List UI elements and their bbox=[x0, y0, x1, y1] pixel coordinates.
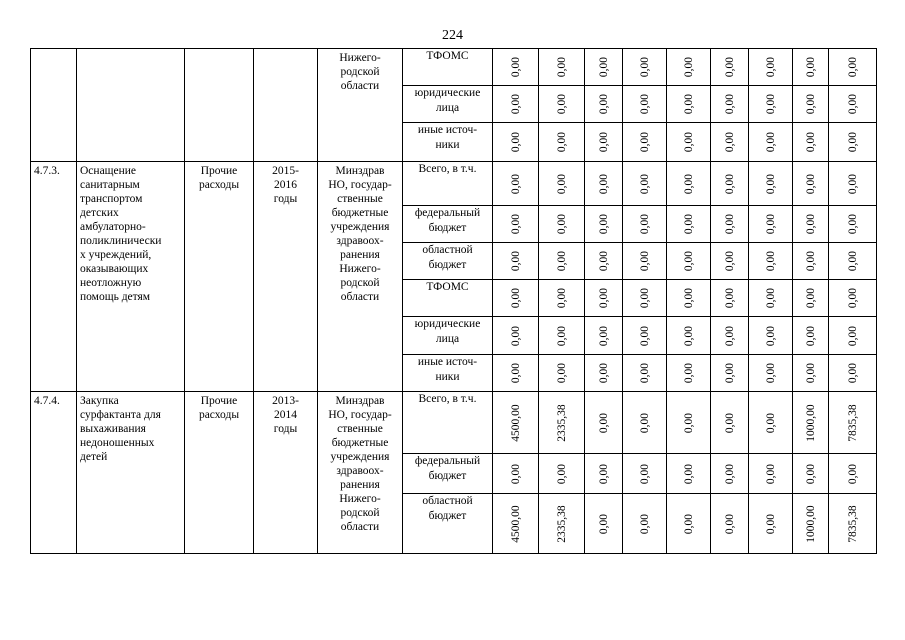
funding-source-cell: иные источ- ники bbox=[403, 355, 493, 392]
value-cell bbox=[667, 317, 711, 355]
value-text: 0,00 bbox=[764, 131, 777, 153]
value-cell bbox=[711, 206, 749, 243]
value-text: 0,00 bbox=[764, 362, 777, 384]
value-text: 0,00 bbox=[597, 463, 610, 484]
value-cell bbox=[667, 206, 711, 243]
value-cell bbox=[749, 162, 793, 206]
value-text: 0,00 bbox=[846, 213, 859, 235]
value-cell bbox=[829, 86, 877, 123]
value-text: 0,00 bbox=[764, 513, 777, 534]
value-text: 0,00 bbox=[804, 463, 817, 484]
value-cell bbox=[711, 86, 749, 123]
value-text: 0,00 bbox=[723, 287, 736, 309]
value-text: 0,00 bbox=[682, 463, 695, 484]
value-text: 0,00 bbox=[638, 250, 651, 272]
value-cell bbox=[539, 86, 585, 123]
value-cell bbox=[667, 243, 711, 280]
value-text: 0,00 bbox=[846, 93, 859, 115]
value-text: 0,00 bbox=[804, 213, 817, 235]
value-cell bbox=[539, 162, 585, 206]
value-cell bbox=[493, 317, 539, 355]
value-text: 0,00 bbox=[555, 93, 568, 115]
value-cell bbox=[793, 243, 829, 280]
value-text: 0,00 bbox=[682, 131, 695, 153]
value-cell bbox=[667, 280, 711, 317]
funding-source-cell: юридические лица bbox=[403, 86, 493, 123]
budget-table bbox=[30, 48, 877, 554]
value-text: 4500,00 bbox=[509, 504, 522, 543]
value-cell bbox=[793, 123, 829, 162]
value-cell bbox=[829, 162, 877, 206]
funding-source-cell: ТФОМС bbox=[403, 280, 493, 317]
value-cell bbox=[793, 355, 829, 392]
funding-source-cell: ТФОМС bbox=[403, 49, 493, 86]
value-text: 1000,00 bbox=[804, 403, 817, 442]
value-cell bbox=[493, 206, 539, 243]
value-text: 0,00 bbox=[723, 131, 736, 153]
value-cell bbox=[667, 392, 711, 454]
value-cell bbox=[539, 355, 585, 392]
value-text: 0,00 bbox=[597, 250, 610, 272]
value-text: 0,00 bbox=[723, 93, 736, 115]
value-text: 0,00 bbox=[509, 131, 522, 153]
value-cell bbox=[493, 454, 539, 494]
item-title-cell: Закупка сурфактанта для выхаживания недоношенных детей bbox=[77, 392, 185, 554]
value-text: 0,00 bbox=[846, 325, 859, 346]
value-text: 0,00 bbox=[723, 325, 736, 346]
value-text: 0,00 bbox=[509, 362, 522, 384]
value-text: 0,00 bbox=[638, 287, 651, 309]
expense-type-cell bbox=[185, 49, 254, 162]
value-text: 0,00 bbox=[723, 362, 736, 384]
value-cell bbox=[749, 454, 793, 494]
value-text: 0,00 bbox=[638, 513, 651, 534]
value-text: 0,00 bbox=[846, 173, 859, 194]
value-text: 0,00 bbox=[764, 213, 777, 235]
value-cell bbox=[793, 86, 829, 123]
value-text: 0,00 bbox=[723, 412, 736, 433]
value-text: 0,00 bbox=[555, 213, 568, 235]
value-cell bbox=[749, 206, 793, 243]
value-cell bbox=[493, 280, 539, 317]
period-cell bbox=[254, 49, 318, 162]
value-text: 4500,00 bbox=[509, 403, 522, 442]
value-text: 0,00 bbox=[509, 463, 522, 484]
value-cell bbox=[539, 494, 585, 554]
value-cell bbox=[793, 494, 829, 554]
value-text: 0,00 bbox=[638, 131, 651, 153]
value-cell bbox=[711, 454, 749, 494]
value-text: 0,00 bbox=[682, 56, 695, 78]
value-cell bbox=[585, 49, 623, 86]
value-cell bbox=[493, 123, 539, 162]
value-cell bbox=[749, 86, 793, 123]
value-text: 0,00 bbox=[509, 287, 522, 309]
value-cell bbox=[829, 317, 877, 355]
funding-source-cell: областной бюджет bbox=[403, 494, 493, 554]
value-text: 0,00 bbox=[682, 173, 695, 194]
table-row bbox=[31, 49, 877, 86]
value-cell bbox=[623, 123, 667, 162]
value-cell bbox=[793, 454, 829, 494]
value-cell bbox=[493, 494, 539, 554]
value-text: 2335,38 bbox=[555, 403, 568, 442]
value-cell bbox=[623, 86, 667, 123]
value-cell bbox=[539, 123, 585, 162]
value-text: 0,00 bbox=[682, 93, 695, 115]
value-cell bbox=[793, 49, 829, 86]
funding-source-cell: Всего, в т.ч. bbox=[403, 162, 493, 206]
value-cell bbox=[793, 280, 829, 317]
value-text: 2335,38 bbox=[555, 504, 568, 543]
value-cell bbox=[711, 123, 749, 162]
value-cell bbox=[623, 392, 667, 454]
funding-source-cell: федеральный бюджет bbox=[403, 206, 493, 243]
value-cell bbox=[493, 49, 539, 86]
value-text: 7835,38 bbox=[846, 504, 859, 543]
executor-cell: Минздрав НО, государ- ственные бюджетные учреждения здравоох- ранения Нижего- родской области bbox=[318, 392, 403, 554]
value-text: 0,00 bbox=[638, 362, 651, 384]
value-text: 0,00 bbox=[764, 93, 777, 115]
value-cell bbox=[585, 280, 623, 317]
value-text: 0,00 bbox=[509, 93, 522, 115]
value-cell bbox=[585, 162, 623, 206]
value-cell bbox=[539, 280, 585, 317]
value-cell bbox=[829, 243, 877, 280]
value-text: 0,00 bbox=[764, 173, 777, 194]
value-cell bbox=[793, 162, 829, 206]
value-text: 0,00 bbox=[638, 213, 651, 235]
value-cell bbox=[585, 494, 623, 554]
value-cell bbox=[623, 280, 667, 317]
table-row bbox=[31, 162, 877, 206]
value-text: 0,00 bbox=[597, 325, 610, 346]
value-cell bbox=[539, 206, 585, 243]
value-cell bbox=[539, 243, 585, 280]
value-cell bbox=[829, 49, 877, 86]
value-cell bbox=[829, 494, 877, 554]
value-text: 0,00 bbox=[597, 287, 610, 309]
value-text: 0,00 bbox=[509, 250, 522, 272]
value-text: 0,00 bbox=[555, 131, 568, 153]
executor-cell: Нижего- родской области bbox=[318, 49, 403, 162]
value-cell bbox=[749, 317, 793, 355]
value-text: 0,00 bbox=[723, 173, 736, 194]
value-text: 0,00 bbox=[804, 250, 817, 272]
funding-source-cell: иные источ- ники bbox=[403, 123, 493, 162]
funding-source-cell: федеральный бюджет bbox=[403, 454, 493, 494]
value-cell bbox=[623, 494, 667, 554]
value-text: 0,00 bbox=[682, 287, 695, 309]
value-text: 0,00 bbox=[597, 412, 610, 433]
value-cell bbox=[749, 355, 793, 392]
value-cell bbox=[749, 392, 793, 454]
value-cell bbox=[793, 206, 829, 243]
value-text: 0,00 bbox=[555, 56, 568, 78]
value-text: 0,00 bbox=[764, 287, 777, 309]
value-text: 0,00 bbox=[597, 56, 610, 78]
value-cell bbox=[711, 392, 749, 454]
value-text: 0,00 bbox=[509, 173, 522, 194]
value-text: 0,00 bbox=[597, 362, 610, 384]
expense-type-cell: Прочие расходы bbox=[185, 392, 254, 554]
period-cell: 2015- 2016 годы bbox=[254, 162, 318, 392]
value-cell bbox=[667, 123, 711, 162]
value-text: 0,00 bbox=[597, 131, 610, 153]
value-cell bbox=[539, 317, 585, 355]
value-cell bbox=[711, 494, 749, 554]
value-text: 0,00 bbox=[638, 56, 651, 78]
value-text: 0,00 bbox=[764, 325, 777, 346]
value-cell bbox=[711, 243, 749, 280]
value-cell bbox=[749, 123, 793, 162]
value-text: 0,00 bbox=[509, 213, 522, 235]
value-cell bbox=[711, 355, 749, 392]
value-text: 0,00 bbox=[682, 250, 695, 272]
item-number-cell bbox=[31, 49, 77, 162]
value-cell bbox=[667, 86, 711, 123]
value-cell bbox=[623, 243, 667, 280]
value-text: 0,00 bbox=[597, 513, 610, 534]
value-text: 0,00 bbox=[597, 213, 610, 235]
value-cell bbox=[829, 206, 877, 243]
funding-source-cell: Всего, в т.ч. bbox=[403, 392, 493, 454]
value-cell bbox=[585, 206, 623, 243]
value-cell bbox=[667, 355, 711, 392]
value-cell bbox=[539, 49, 585, 86]
value-cell bbox=[749, 243, 793, 280]
value-cell bbox=[829, 355, 877, 392]
value-text: 0,00 bbox=[846, 56, 859, 78]
value-cell bbox=[623, 454, 667, 494]
value-cell bbox=[749, 280, 793, 317]
funding-source-cell: областной бюджет bbox=[403, 243, 493, 280]
value-text: 0,00 bbox=[804, 131, 817, 153]
value-cell bbox=[585, 355, 623, 392]
value-text: 0,00 bbox=[682, 412, 695, 433]
value-text: 0,00 bbox=[846, 131, 859, 153]
value-cell bbox=[623, 162, 667, 206]
value-text: 0,00 bbox=[846, 250, 859, 272]
value-cell bbox=[493, 355, 539, 392]
table-row bbox=[31, 392, 877, 454]
value-text: 0,00 bbox=[804, 325, 817, 346]
value-text: 0,00 bbox=[597, 93, 610, 115]
value-text: 0,00 bbox=[638, 325, 651, 346]
value-cell bbox=[493, 243, 539, 280]
expense-type-cell: Прочие расходы bbox=[185, 162, 254, 392]
value-cell bbox=[623, 49, 667, 86]
value-cell bbox=[585, 317, 623, 355]
value-cell bbox=[623, 317, 667, 355]
value-cell bbox=[711, 317, 749, 355]
value-text: 0,00 bbox=[682, 513, 695, 534]
value-text: 0,00 bbox=[723, 513, 736, 534]
value-cell bbox=[711, 162, 749, 206]
item-title-cell bbox=[77, 49, 185, 162]
page-number: 224 bbox=[442, 28, 463, 43]
funding-source-cell: юридические лица bbox=[403, 317, 493, 355]
value-cell bbox=[829, 280, 877, 317]
value-text: 0,00 bbox=[723, 56, 736, 78]
value-text: 7835,38 bbox=[846, 403, 859, 442]
value-cell bbox=[539, 454, 585, 494]
value-cell bbox=[585, 454, 623, 494]
value-cell bbox=[493, 392, 539, 454]
item-number-cell: 4.7.4. bbox=[31, 392, 77, 554]
value-text: 0,00 bbox=[682, 325, 695, 346]
value-text: 0,00 bbox=[638, 93, 651, 115]
value-text: 0,00 bbox=[764, 412, 777, 433]
value-cell bbox=[667, 454, 711, 494]
value-cell bbox=[585, 123, 623, 162]
value-text: 0,00 bbox=[555, 173, 568, 194]
value-cell bbox=[493, 86, 539, 123]
value-cell bbox=[711, 280, 749, 317]
value-cell bbox=[539, 392, 585, 454]
value-text: 0,00 bbox=[804, 93, 817, 115]
value-text: 0,00 bbox=[804, 287, 817, 309]
value-text: 0,00 bbox=[764, 463, 777, 484]
value-cell bbox=[829, 392, 877, 454]
value-text: 0,00 bbox=[764, 56, 777, 78]
value-cell bbox=[749, 494, 793, 554]
value-text: 0,00 bbox=[682, 213, 695, 235]
value-text: 0,00 bbox=[509, 325, 522, 346]
value-text: 0,00 bbox=[804, 56, 817, 78]
value-text: 0,00 bbox=[723, 250, 736, 272]
value-text: 0,00 bbox=[723, 463, 736, 484]
value-cell bbox=[749, 49, 793, 86]
item-title-cell: Оснащение санитарным транспортом детских амбулаторно- поликлинически х учреждений, оказывающих неотложную помощь детям bbox=[77, 162, 185, 392]
value-cell bbox=[829, 454, 877, 494]
value-text: 0,00 bbox=[638, 412, 651, 433]
value-cell bbox=[667, 49, 711, 86]
value-text: 0,00 bbox=[682, 362, 695, 384]
value-text: 0,00 bbox=[804, 362, 817, 384]
value-text: 0,00 bbox=[555, 287, 568, 309]
value-text: 0,00 bbox=[555, 463, 568, 484]
value-text: 0,00 bbox=[638, 173, 651, 194]
value-text: 0,00 bbox=[723, 213, 736, 235]
value-cell bbox=[793, 392, 829, 454]
value-cell bbox=[793, 317, 829, 355]
value-cell bbox=[623, 355, 667, 392]
value-text: 0,00 bbox=[846, 287, 859, 309]
value-text: 0,00 bbox=[597, 173, 610, 194]
value-cell bbox=[585, 392, 623, 454]
value-text: 0,00 bbox=[638, 463, 651, 484]
value-cell bbox=[585, 86, 623, 123]
value-text: 0,00 bbox=[846, 362, 859, 384]
period-cell: 2013- 2014 годы bbox=[254, 392, 318, 554]
value-text: 0,00 bbox=[764, 250, 777, 272]
value-cell bbox=[667, 494, 711, 554]
value-text: 0,00 bbox=[804, 173, 817, 194]
item-number-cell: 4.7.3. bbox=[31, 162, 77, 392]
value-text: 0,00 bbox=[555, 325, 568, 346]
value-cell bbox=[667, 162, 711, 206]
value-cell bbox=[829, 123, 877, 162]
value-text: 0,00 bbox=[846, 463, 859, 484]
value-text: 0,00 bbox=[509, 56, 522, 78]
value-cell bbox=[493, 162, 539, 206]
value-text: 1000,00 bbox=[804, 504, 817, 543]
value-cell bbox=[623, 206, 667, 243]
value-cell bbox=[711, 49, 749, 86]
value-text: 0,00 bbox=[555, 362, 568, 384]
value-cell bbox=[585, 243, 623, 280]
executor-cell: Минздрав НО, государ- ственные бюджетные учреждения здравоох- ранения Нижего- родской области bbox=[318, 162, 403, 392]
value-text: 0,00 bbox=[555, 250, 568, 272]
